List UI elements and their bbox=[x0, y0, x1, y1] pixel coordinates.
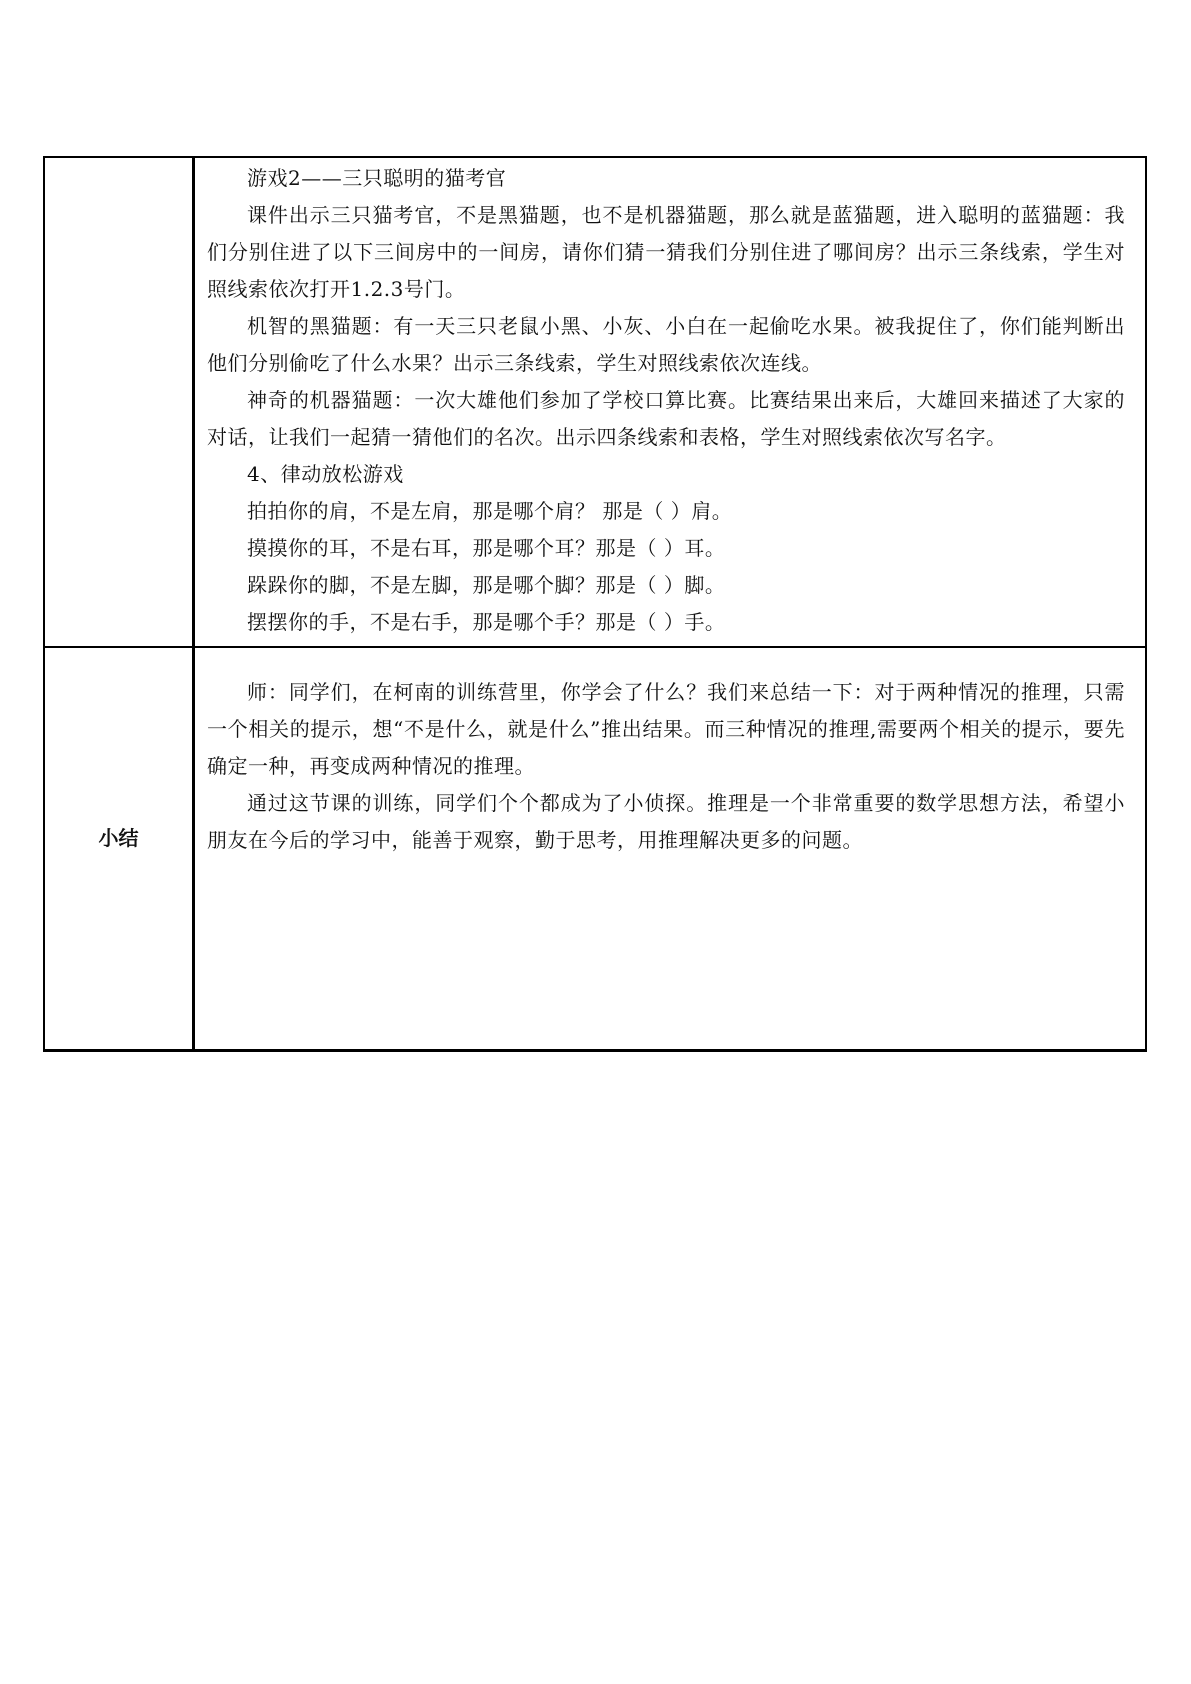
blue-cat-paragraph: 课件出示三只猫考官，不是黑猫题，也不是机器猫题，那么就是蓝猫题，进入聪明的蓝猫题：我们分别住进了以下三间房中的一间房，请你们猜一猜我们分别住进了哪间房？出示三条线索，学生对照线索依次打开1.2.3号门。 bbox=[207, 203, 1125, 301]
rhythm-line-ear: 摸摸你的耳，不是右耳，那是哪个耳？那是（ ）耳。 bbox=[247, 536, 726, 560]
activities-content-cell bbox=[194, 157, 1147, 647]
summary-content-cell bbox=[194, 647, 1147, 1051]
rhythm-game-heading: 4、律动放松游戏 bbox=[247, 462, 404, 486]
table-row-summary bbox=[44, 647, 1146, 1051]
row-label-cell bbox=[44, 157, 194, 647]
lesson-plan-table bbox=[43, 156, 1147, 1052]
summary-label-cell bbox=[44, 647, 194, 1051]
rhythm-line-hand: 摆摆你的手，不是右手，那是哪个手？那是（ ）手。 bbox=[247, 610, 726, 634]
summary-paragraph-2: 通过这节课的训练，同学们个个都成为了小侦探。推理是一个非常重要的数学思想方法，希望小朋友在今后的学习中，能善于观察，勤于思考，用推理解决更多的问题。 bbox=[207, 791, 1125, 852]
game2-heading: 游戏2——三只聪明的猫考官 bbox=[247, 166, 507, 190]
table-row-activities bbox=[44, 157, 1146, 647]
rhythm-line-shoulder: 拍拍你的肩，不是左肩，那是哪个肩？ 那是（ ）肩。 bbox=[247, 499, 733, 523]
robot-cat-paragraph: 神奇的机器猫题：一次大雄他们参加了学校口算比赛。比赛结果出来后，大雄回来描述了大家的对话，让我们一起猜一猜他们的名次。出示四条线索和表格，学生对照线索依次写名字。 bbox=[207, 388, 1125, 449]
black-cat-paragraph: 机智的黑猫题：有一天三只老鼠小黑、小灰、小白在一起偷吃水果。被我捉住了，你们能判断出他们分别偷吃了什么水果？出示三条线索，学生对照线索依次连线。 bbox=[207, 314, 1125, 375]
summary-paragraph-1: 师：同学们，在柯南的训练营里，你学会了什么？我们来总结一下：对于两种情况的推理，只需一个相关的提示，想“不是什么，就是什么”推出结果。而三种情况的推理,需要两个相关的提示，要先确定一种，再变成两种情况的推理。 bbox=[207, 680, 1125, 778]
rhythm-line-foot: 跺跺你的脚，不是左脚，那是哪个脚？那是（ ）脚。 bbox=[247, 573, 726, 597]
summary-label: 小结 bbox=[98, 826, 139, 850]
